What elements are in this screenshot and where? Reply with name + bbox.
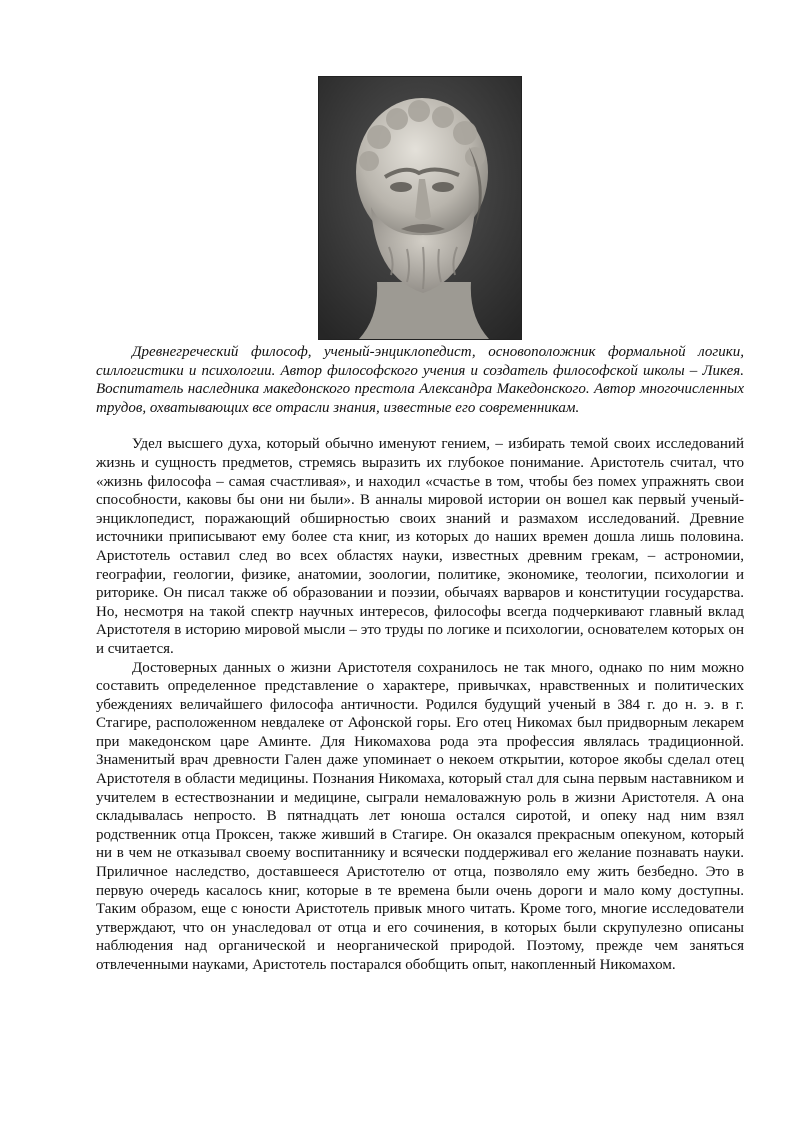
article-body [96,435,744,974]
paragraph: Достоверных данных о жизни Аристотеля сохранилось не так много, однако по ним можно составить определенное представление о характере, привычках, нравственных и политических убеждениях величайшего философа античности. Родился будущий ученый в 384 г. до н. э. в г. Стагире, расположенном невдалеке от Афонской горы. Его отец Никомах был придворным лекарем при македонском царе Аминте. Для Никомахова рода эта профессия являлась традиционной. Знаменитый врач древности Гален даже упоминает о некоем открытии, которое якобы сделал отец Аристотеля в области медицины. Познания Никомаха, который стал для сына первым наставником и учителем в естествознании и медицине, сыграли немаловажную роль в жизни Аристотеля. А она складывалась непросто. В пятнадцать лет юноша остался сиротой, и опеку над ним взял родственник отца Проксен, также живший в Стагире. Он оказался прекрасным опекуном, который ни в чем не отказывал своему воспитаннику и всячески поддерживал его желание познавать науки. Приличное наследство, доставшееся Аристотелю от отца, позволяло ему жить безбедно. Это в первую очередь касалось книг, которые в те времена были очень дороги и мало кому доступны. Таким образом, еще с юности Аристотель привык много читать. Кроме того, многие исследователи утверждают, что он унаследовал от отца и его сочинения, в которых были скрупулезно описаны наблюдения над органической и неорганической природой. Поэтому, прежде чем заняться отвлеченными науками, Аристотель постарался обобщить опыт, накопленный Никомахом. [96,659,744,973]
paragraph: Удел высшего духа, который обычно именуют гением, – избирать темой своих исследований жизнь и сущность предметов, стремясь выразить их глубокое понимание. Аристотель считал, что «жизнь философа – самая счастливая», и находил «счастье в том, чтобы без помех упражнять свои способности, каковы бы они ни были». В анналы мировой истории он вошел как первый ученый-энциклопедист, поражающий обширностью своих знаний и размахом исследований. Древние источники приписывают ему более ста книг, из которых до наших времен дошла лишь половина. Аристотель оставил след во всех областях науки, известных древним грекам, – астрономии, географии, геологии, физике, анатомии, зоологии, политике, экономике, теологии, психологии и риторике. Он писал также об образовании и поэзии, обычаях варваров и конституции государства. Но, несмотря на такой спектр научных интересов, философы всегда подчеркивают главный вклад Аристотеля в историю мировой мысли – это труды по логике и психологии, основателем которых он и считается. [96,436,744,657]
document-page [96,76,744,975]
aristotle-portrait-image [318,76,522,340]
bust-icon [319,77,521,339]
portrait-caption: Древнегреческий философ, ученый-энциклопедист, основоположник формальной логики, силлогистики и психологии. Автор философского учения и создатель философской школы – Ликея. Воспитатель наследника македонского престола Александра Македонского. Автор многочисленных трудов, охватывающих все отрасли знания, известные его современникам. [96,344,744,416]
